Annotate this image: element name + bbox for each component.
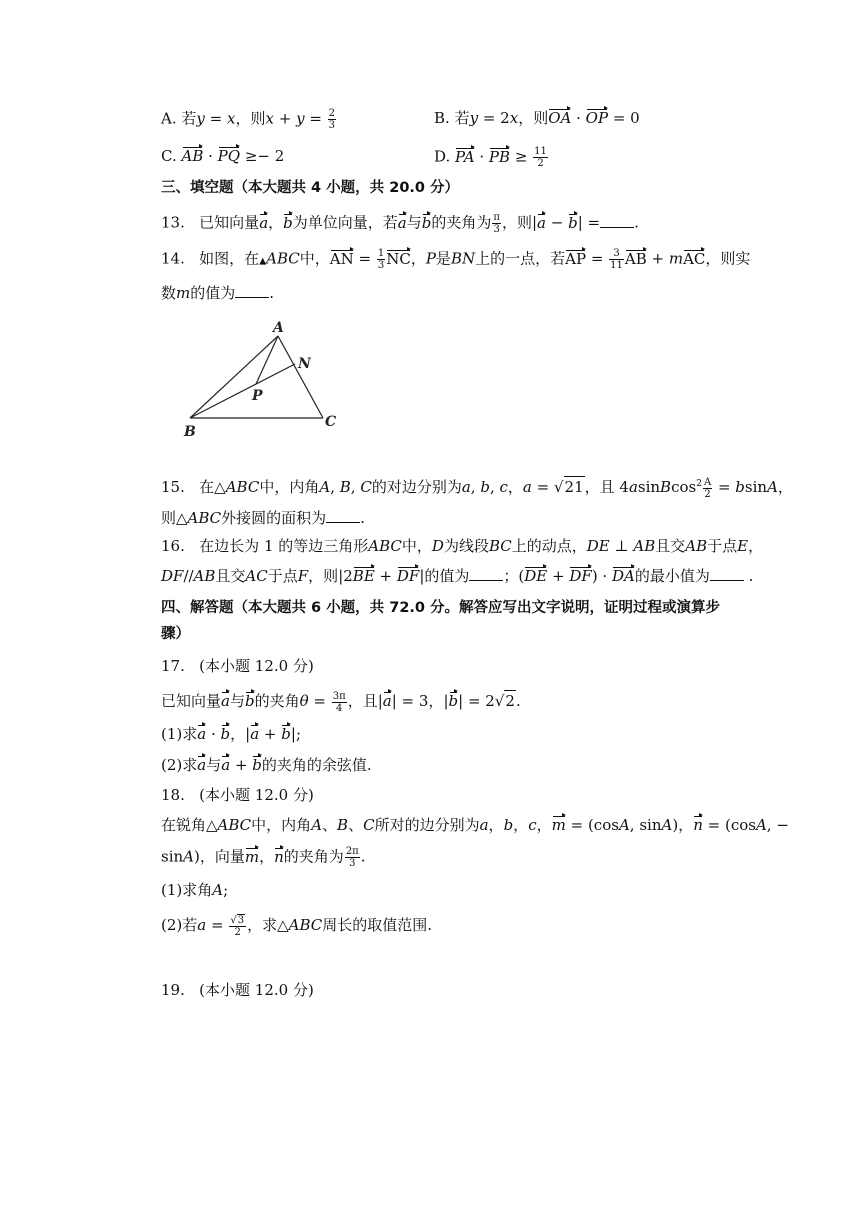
segment-bn [190,364,295,418]
question-19-header: 19. (本小题 12.0 分) [161,981,314,999]
question-14-line1: 14. 如图，在▲ABC中，AN = $\frac{1}{3}$ NC，P是BN上的一点，若AP = $\frac{3}{11}$ AB + mAC，则实 [161,248,751,271]
label-n: N [298,356,311,372]
section-3-heading: 三、填空题（本大题共 4 小题，共 20.0 分） [161,180,460,196]
question-18-part1: (1)求角A; [161,881,229,899]
answer-blank [469,568,503,581]
question-17-header: 17. (本小题 12.0 分) [161,657,314,675]
option-d: D. PA · PB ≥ $\frac{11}{2}$ [434,146,547,169]
answer-blank [600,215,634,228]
question-15-line1: 15. 在△ABC中，内角A, B, C的对边分别为a, b, c，a = √21，且 4asinBcos$^2$ $\frac{A}{2}$ = bsinA， [161,476,793,500]
option-c: C. AB · PQ ≥− 2 [161,147,285,165]
label-a: A [273,320,284,336]
section-4-heading-line1: 四、解答题（本大题共 6 小题，共 72.0 分。解答应写出文字说明，证明过程或演算步 [161,600,721,616]
answer-blank [326,510,360,523]
side-ac [278,336,323,418]
option-a: A. 若y = x，则x + y = $\frac{2}{3}$ [161,108,336,131]
question-17-part2: (2)求a与a + b的夹角的余弦值. [161,756,372,774]
label-c: C [325,414,337,430]
answer-blank [710,568,744,581]
question-18-part2: (2)若a = $\frac{√3}{2}$ ，求△ABC周长的取值范围. [161,915,433,938]
option-b: B. 若y = 2x，则OA · OP = 0 [434,109,640,127]
label-p: P [252,388,263,404]
segment-ap [256,336,278,384]
triangle-figure [178,312,348,442]
question-17-part1: (1)求a · b，|a + b|; [161,725,301,743]
question-18-stem-line2: sinA)，向量m，n的夹角为 $\frac{2\pi}{3}$ . [161,846,366,869]
question-17-stem: 已知向量a与b的夹角θ = $\frac{3\pi}{4}$ ，且|a| = 3，|b| = 2√2. [161,690,521,714]
question-15-line2: 则△ABC外接圆的面积为 . [161,509,365,527]
answer-blank [235,285,269,298]
section-4-heading-line2: 骤） [161,626,190,642]
label-b: B [184,424,196,440]
question-16-line2: DF//AB且交AC于点F，则|2BE + DF|的值为 ；(DE + DF) · DA的最小值为 . [161,567,754,585]
side-ab [190,336,278,418]
question-18-header: 18. (本小题 12.0 分) [161,786,314,804]
question-16-line1: 16. 在边长为 1 的等边三角形ABC中，D为线段BC上的动点，DE ⊥ AB且交AB于点E， [161,537,764,555]
triangle-lines [190,336,323,418]
question-18-stem-line1: 在锐角△ABC中，内角A、B、C所对的边分别为a，b，c，m = (cosA, sinA)，n = (cosA, − [161,816,789,834]
question-14-line2: 数m的值为 . [161,284,275,302]
question-13: 13. 已知向量a，b为单位向量，若a与b的夹角为 $\frac{\pi}{3}$ ，则|a − b| = . [161,212,639,235]
